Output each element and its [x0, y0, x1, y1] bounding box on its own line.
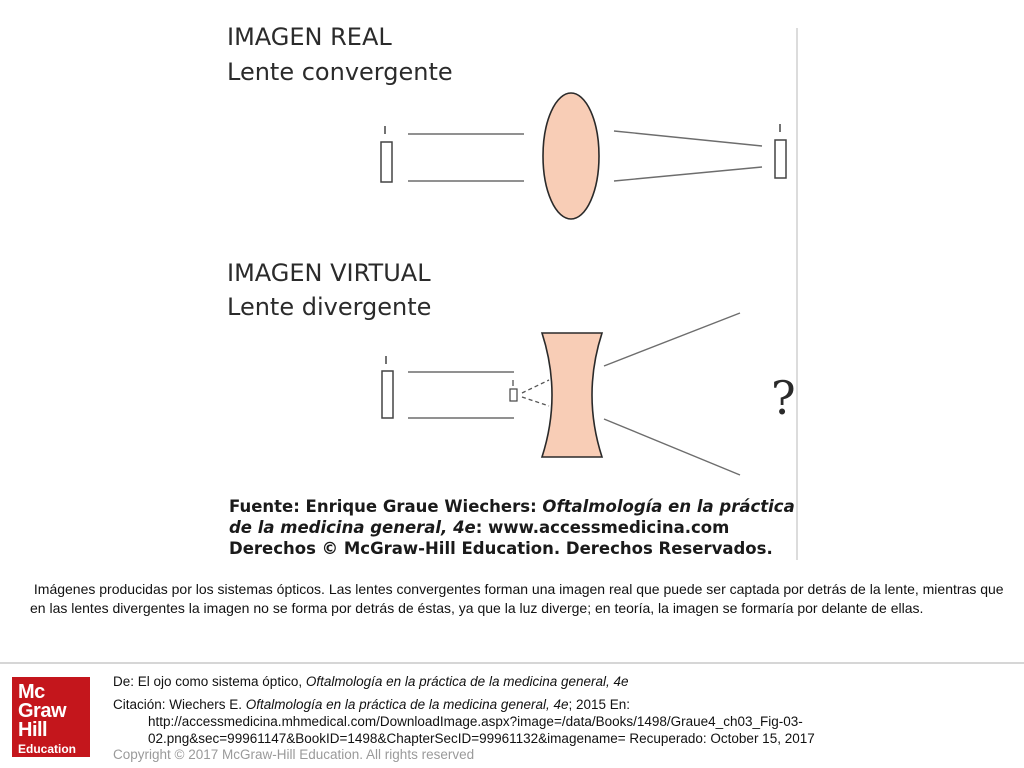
diverging-lens: [542, 333, 602, 457]
citation-url-line-2: 02.png&sec=99961147&BookID=1498&ChapterSecID=99961132&imagename= Recuperado: October 15, 2017: [148, 731, 815, 746]
virtual-ray-extension-bottom: [522, 397, 549, 406]
object-marker: [382, 371, 393, 418]
diverging-lens-diagram: [382, 313, 796, 475]
source-line-1: Fuente: Enrique Graue Wiechers: Oftalmología en la práctica: [229, 497, 795, 516]
diverging-ray-top: [604, 313, 740, 366]
copyright-notice: Copyright © 2017 McGraw-Hill Education. All rights reserved: [113, 747, 475, 762]
mcgraw-hill-logo: Mc Graw Hill Education: [12, 677, 90, 757]
question-mark: ?: [771, 371, 796, 425]
citation-line: Citación: Wiechers E. Oftalmología en la práctica de la medicina general, 4e; 2015 En:: [113, 697, 631, 712]
figure-source: [229, 496, 795, 559]
object-marker: [381, 142, 392, 182]
footer-divider: [0, 662, 1024, 664]
virtual-image-marker: [510, 389, 517, 401]
citation-url-line-1: http://accessmedicina.mhmedical.com/DownloadImage.aspx?image=/data/Books/1498/Graue4_ch03_Fig-03-: [148, 714, 803, 729]
virtual-ray-extension-top: [522, 380, 549, 393]
virtual-image-heading: IMAGEN VIRTUAL: [227, 259, 431, 287]
diverging-ray-bottom: [604, 419, 740, 475]
source-line-3: Derechos © McGraw-Hill Education. Derechos Reservados.: [229, 539, 773, 558]
converging-lens-subheading: Lente convergente: [227, 58, 453, 86]
diverging-lens-subheading: Lente divergente: [227, 293, 432, 321]
refracted-ray-bottom: [614, 167, 762, 181]
refracted-ray-top: [614, 131, 762, 146]
source-chapter-line: De: El ojo como sistema óptico, Oftalmología en la práctica de la medicina general, 4e: [113, 674, 629, 689]
figure-caption: Imágenes producidas por los sistemas ópticos. Las lentes convergentes forman una imagen real que puede ser captada por detrás de la lente, mientras que en las lentes divergentes la imagen no se forma por detrás de éstas, ya que la luz diverge; en teoría, la imagen se formaría por delante de ellas.: [30, 581, 1004, 616]
converging-lens-diagram: [381, 93, 786, 219]
real-image-heading: IMAGEN REAL: [227, 23, 392, 51]
real-image-marker: [775, 140, 786, 178]
converging-lens: [543, 93, 599, 219]
source-line-2: de la medicina general, 4e: www.accessmedicina.com: [229, 518, 730, 537]
